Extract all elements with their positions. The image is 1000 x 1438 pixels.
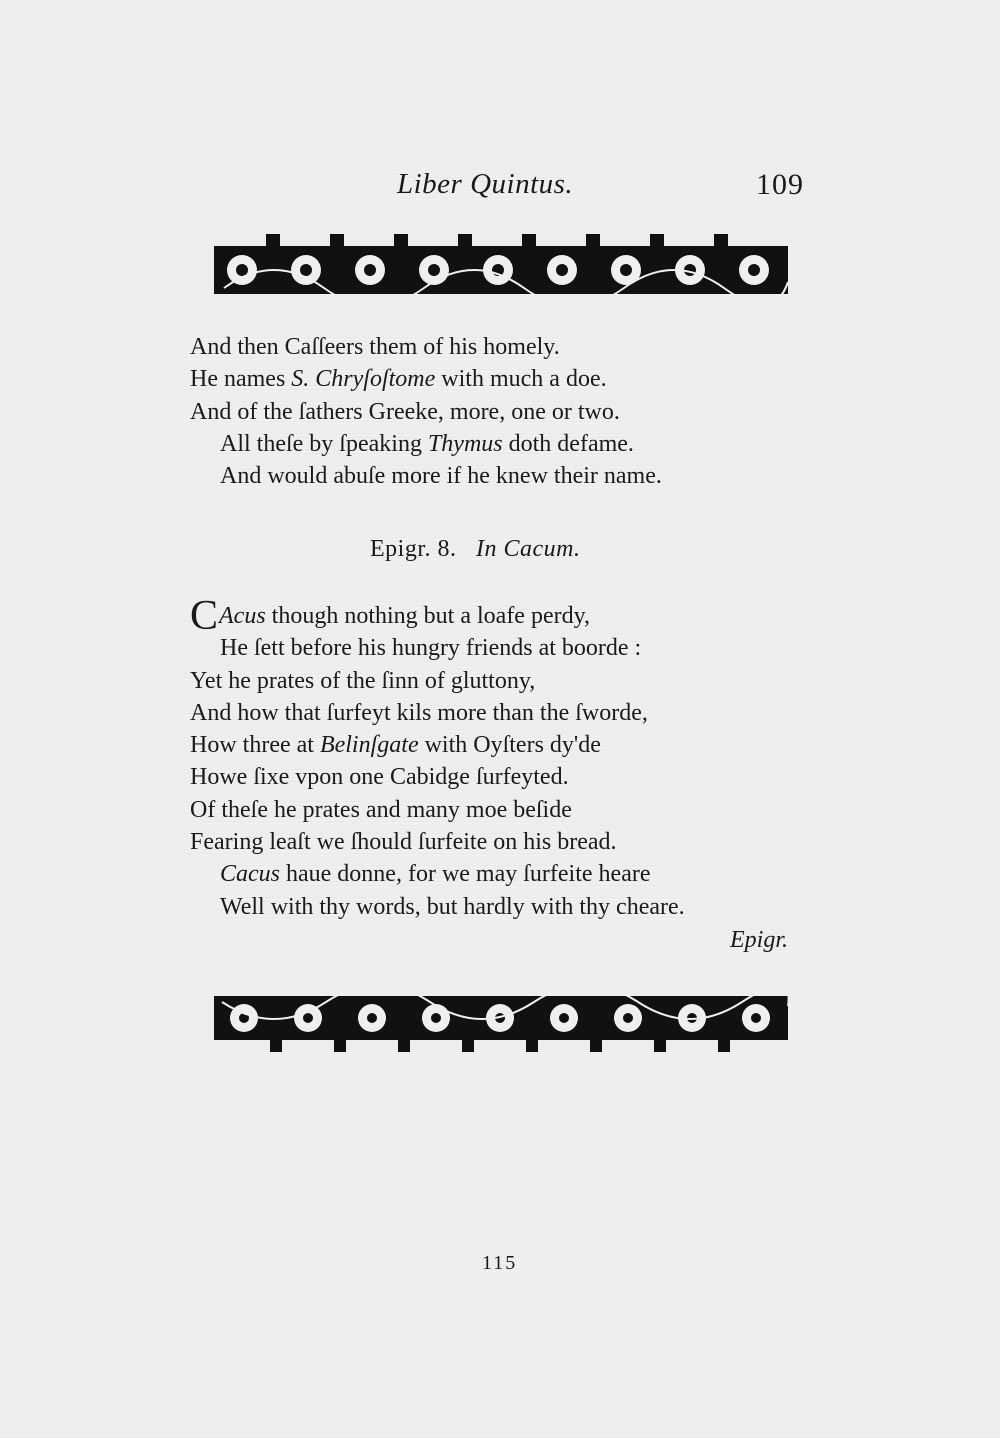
verse-line: Well with thy words, but hardly with thy cheare. <box>220 893 685 920</box>
verse-line: He names S. Chryſoſtome with much a doe. <box>190 366 607 393</box>
verse-line: Fearing leaſt we ſhould ſurfeite on his bread. <box>190 829 617 856</box>
verse-line: Of theſe he prates and many moe beſide <box>190 796 572 823</box>
verse-line: And would abuſe more if he knew their name. <box>220 463 662 490</box>
epigram-number: Epigr. 8. <box>370 536 457 562</box>
verse-line: And then Caſſeers them of his homely. <box>190 334 560 360</box>
stanza-two <box>190 593 830 923</box>
scroll-ornament-icon <box>214 232 788 298</box>
verse-line: How three at Belinſgate with Oyſters dy'de <box>190 732 601 759</box>
verse-line: Yet he prates of the ſinn of gluttony, <box>190 667 536 694</box>
signature-number: 115 <box>482 1252 518 1274</box>
verse-line: And of the ſathers Greeke, more, one or two. <box>190 398 620 425</box>
top-ornament-band <box>214 232 788 298</box>
running-title: Liber Quintus. <box>397 168 574 200</box>
page-number: 109 <box>756 168 804 201</box>
stanza-one <box>190 331 830 492</box>
italic-name: S. Chryſoſtome <box>291 366 436 393</box>
verse-line: CAcus though nothing but a loafe perdy, <box>190 593 591 639</box>
verse-line: And how that ſurfeyt kils more than the ſworde, <box>190 699 648 726</box>
catchword: Epigr. <box>730 927 789 953</box>
italic-place: Belinſgate <box>319 732 419 759</box>
bottom-ornament-band <box>214 990 788 1052</box>
verse-line: All theſe by ſpeaking Thymus doth defame. <box>220 430 634 457</box>
verse-line: He ſett before his hungry friends at boorde : <box>220 635 642 662</box>
verse-line: Cacus haue donne, for we may ſurfeite heare <box>220 861 651 888</box>
verse-line: Howe ſixe vpon one Cabidge ſurfeyted. <box>190 764 569 791</box>
epigram-heading <box>370 536 580 563</box>
drop-capital: C <box>190 593 219 639</box>
scroll-ornament-icon <box>214 990 788 1052</box>
epigram-title: In Cacum. <box>476 536 581 562</box>
italic-name: Thymus <box>427 430 503 457</box>
